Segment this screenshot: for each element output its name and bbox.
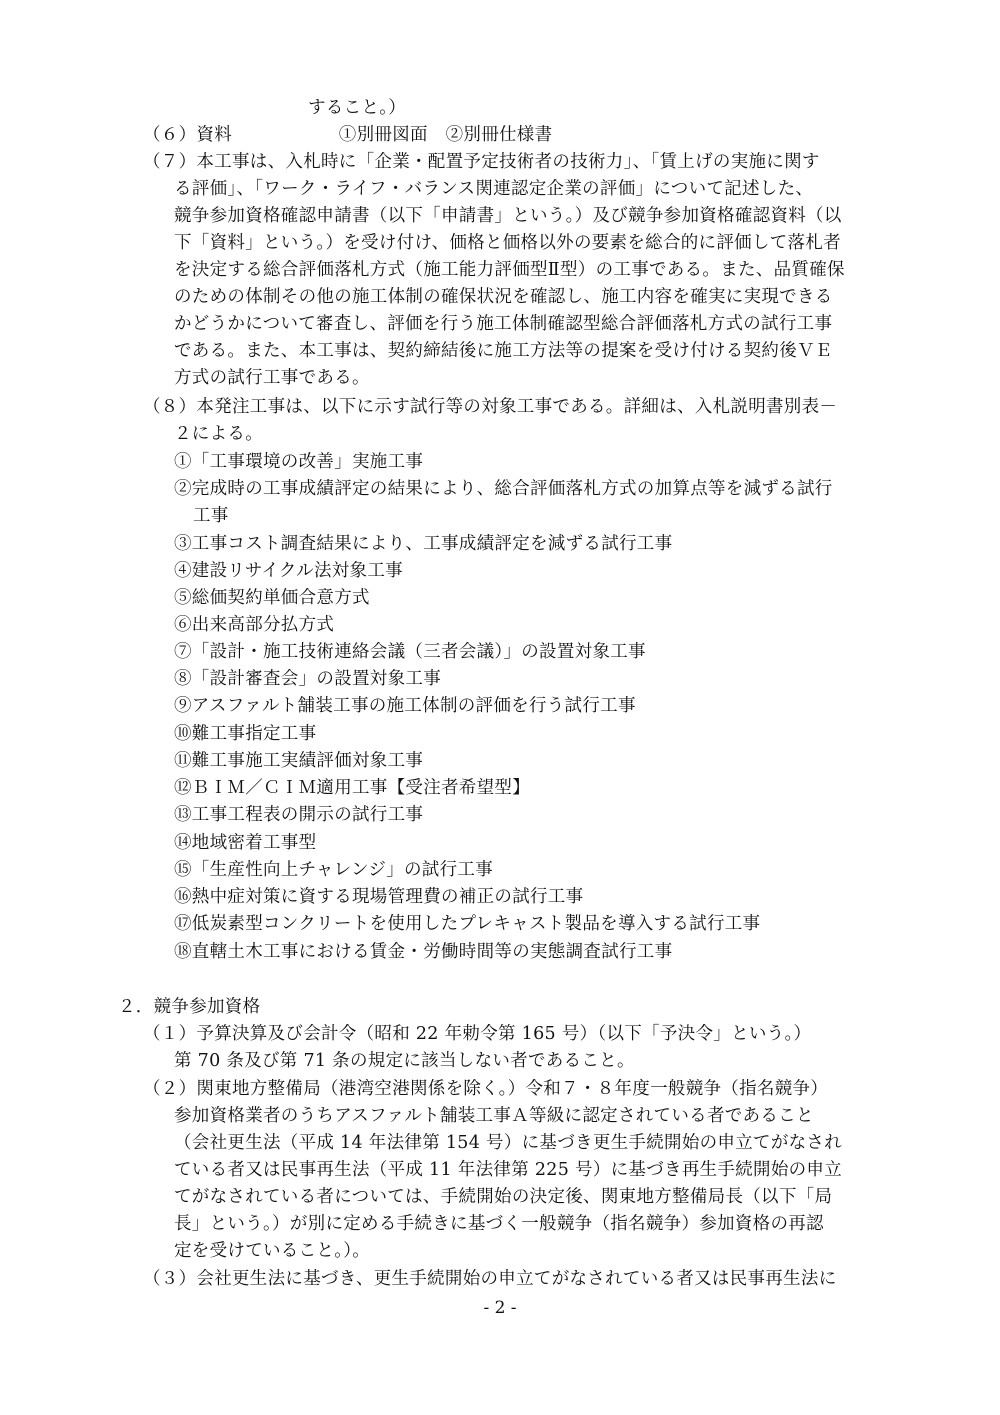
list-item: ⑨アスファルト舗装工事の施工体制の評価を行う試行工事 [174,696,636,716]
list-item: ④建設リサイクル法対象工事 [174,561,403,581]
text-line: る評価」、「ワーク・ライフ・バランス関連認定企業の評価」について記述した、 [174,179,814,199]
text-line: 下「資料」という。）を受け付け、価格と価格以外の要素を総合的に評価して落札者 [174,233,841,253]
list-item: ⑩難工事指定工事 [174,724,317,744]
list-item: ⑯熱中症対策に資する現場管理費の補正の試行工事 [174,887,584,907]
text-line: ている者又は民事再生法（平成 11 年法律第 225 号）に基づき再生手続開始の申立 [174,1160,843,1180]
text-line: てがなされている者については、手続開始の決定後、関東地方整備局長（以下「局 [174,1187,833,1207]
text-line: 方式の試行工事である。 [174,368,370,388]
section-8-heading: （８）本発注工事は、以下に示す試行等の対象工事である。詳細は、入札説明書別表－ [143,397,838,417]
text-line: かどうかについて審査し、評価を行う施工体制確認型総合評価落札方式の試行工事 [174,314,833,334]
list-item: ⑮「生産性向上チャレンジ」の試行工事 [174,860,493,880]
list-item: ⑭地域密着工事型 [174,833,317,853]
text-line: すること。） [308,98,407,118]
text-line: である。また、本工事は、契約締結後に施工方法等の提案を受け付ける契約後ＶＥ [174,341,833,361]
section-2-heading: ２．競争参加資格 [118,997,261,1017]
list-item: ⑧「設計審査会」の設置対象工事 [174,669,441,689]
text-line: 定を受けていること。）。 [174,1241,371,1261]
text-line: を決定する総合評価落札方式（施工能力評価型Ⅱ型）の工事である。また、品質確保 [174,260,845,280]
list-item: ⑬工事工程表の開示の試行工事 [174,805,424,825]
text-line: のための体制その他の施工体制の確保状況を確認し、施工内容を確実に実現できる [174,287,833,307]
list-item: ③工事コスト調査結果により、工事成績評定を減ずる試行工事 [174,534,673,554]
text-line: 工事 [193,506,229,526]
section-7-heading: （７）本工事は、入札時に「企業・配置予定技術者の技術力」、「賃上げの実施に関す [143,152,820,172]
section-2-2-heading: （２）関東地方整備局（港湾空港関係を除く。）令和７・８年度一般競争（指名競争） [143,1079,829,1099]
list-item: ⑪難工事施工実績評価対象工事 [174,751,424,771]
text-line: 第 70 条及び第 71 条の規定に該当しない者であること。 [174,1051,635,1071]
section-2-3-heading: （３）会社更生法に基づき、更生手続開始の申立てがなされている者又は民事再生法に [143,1269,837,1289]
text-line: 長」という。）が別に定める手続きに基づく一般競争（指名競争）参加資格の再認 [174,1214,824,1234]
list-item: ⑱直轄土木工事における賃金・労働時間等の実態調査試行工事 [174,942,673,962]
list-item: ⑫ＢＩＭ／ＣＩＭ適用工事【受注者希望型】 [174,778,530,798]
text-line: 競争参加資格確認申請書（以下「申請書」という。）及び競争参加資格確認資料（以 [174,206,842,226]
section-2-1-heading: （１）予算決算及び会計令（昭和 22 年勅令第 165 号）（以下「予決令」という。） [143,1024,812,1044]
text-line: 参加資格業者のうちアスファルト舗装工事Ａ等級に認定されている者であること [174,1106,814,1126]
list-item: ②完成時の工事成績評定の結果により、総合評価落札方式の加算点等を減ずる試行 [174,479,833,499]
list-item: ⑰低炭素型コンクリートを使用したプレキャスト製品を導入する試行工事 [174,914,761,934]
page-number: - 2 - [483,1298,517,1318]
text-line: ２による。 [174,424,263,444]
list-item: ⑤総価契約単価合意方式 [174,588,370,608]
text-line: （会社更生法（平成 14 年法律第 154 号）に基づき更生手続開始の申立てがなされ [174,1133,843,1153]
list-item: ①「工事環境の改善」実施工事 [174,452,424,472]
list-item: ⑦「設計・施工技術連絡会議（三者会議）」の設置対象工事 [174,642,646,662]
section-6-heading: （６）資料 ①別冊図面 ②別冊仕様書 [143,125,553,145]
list-item: ⑥出来高部分払方式 [174,615,335,635]
